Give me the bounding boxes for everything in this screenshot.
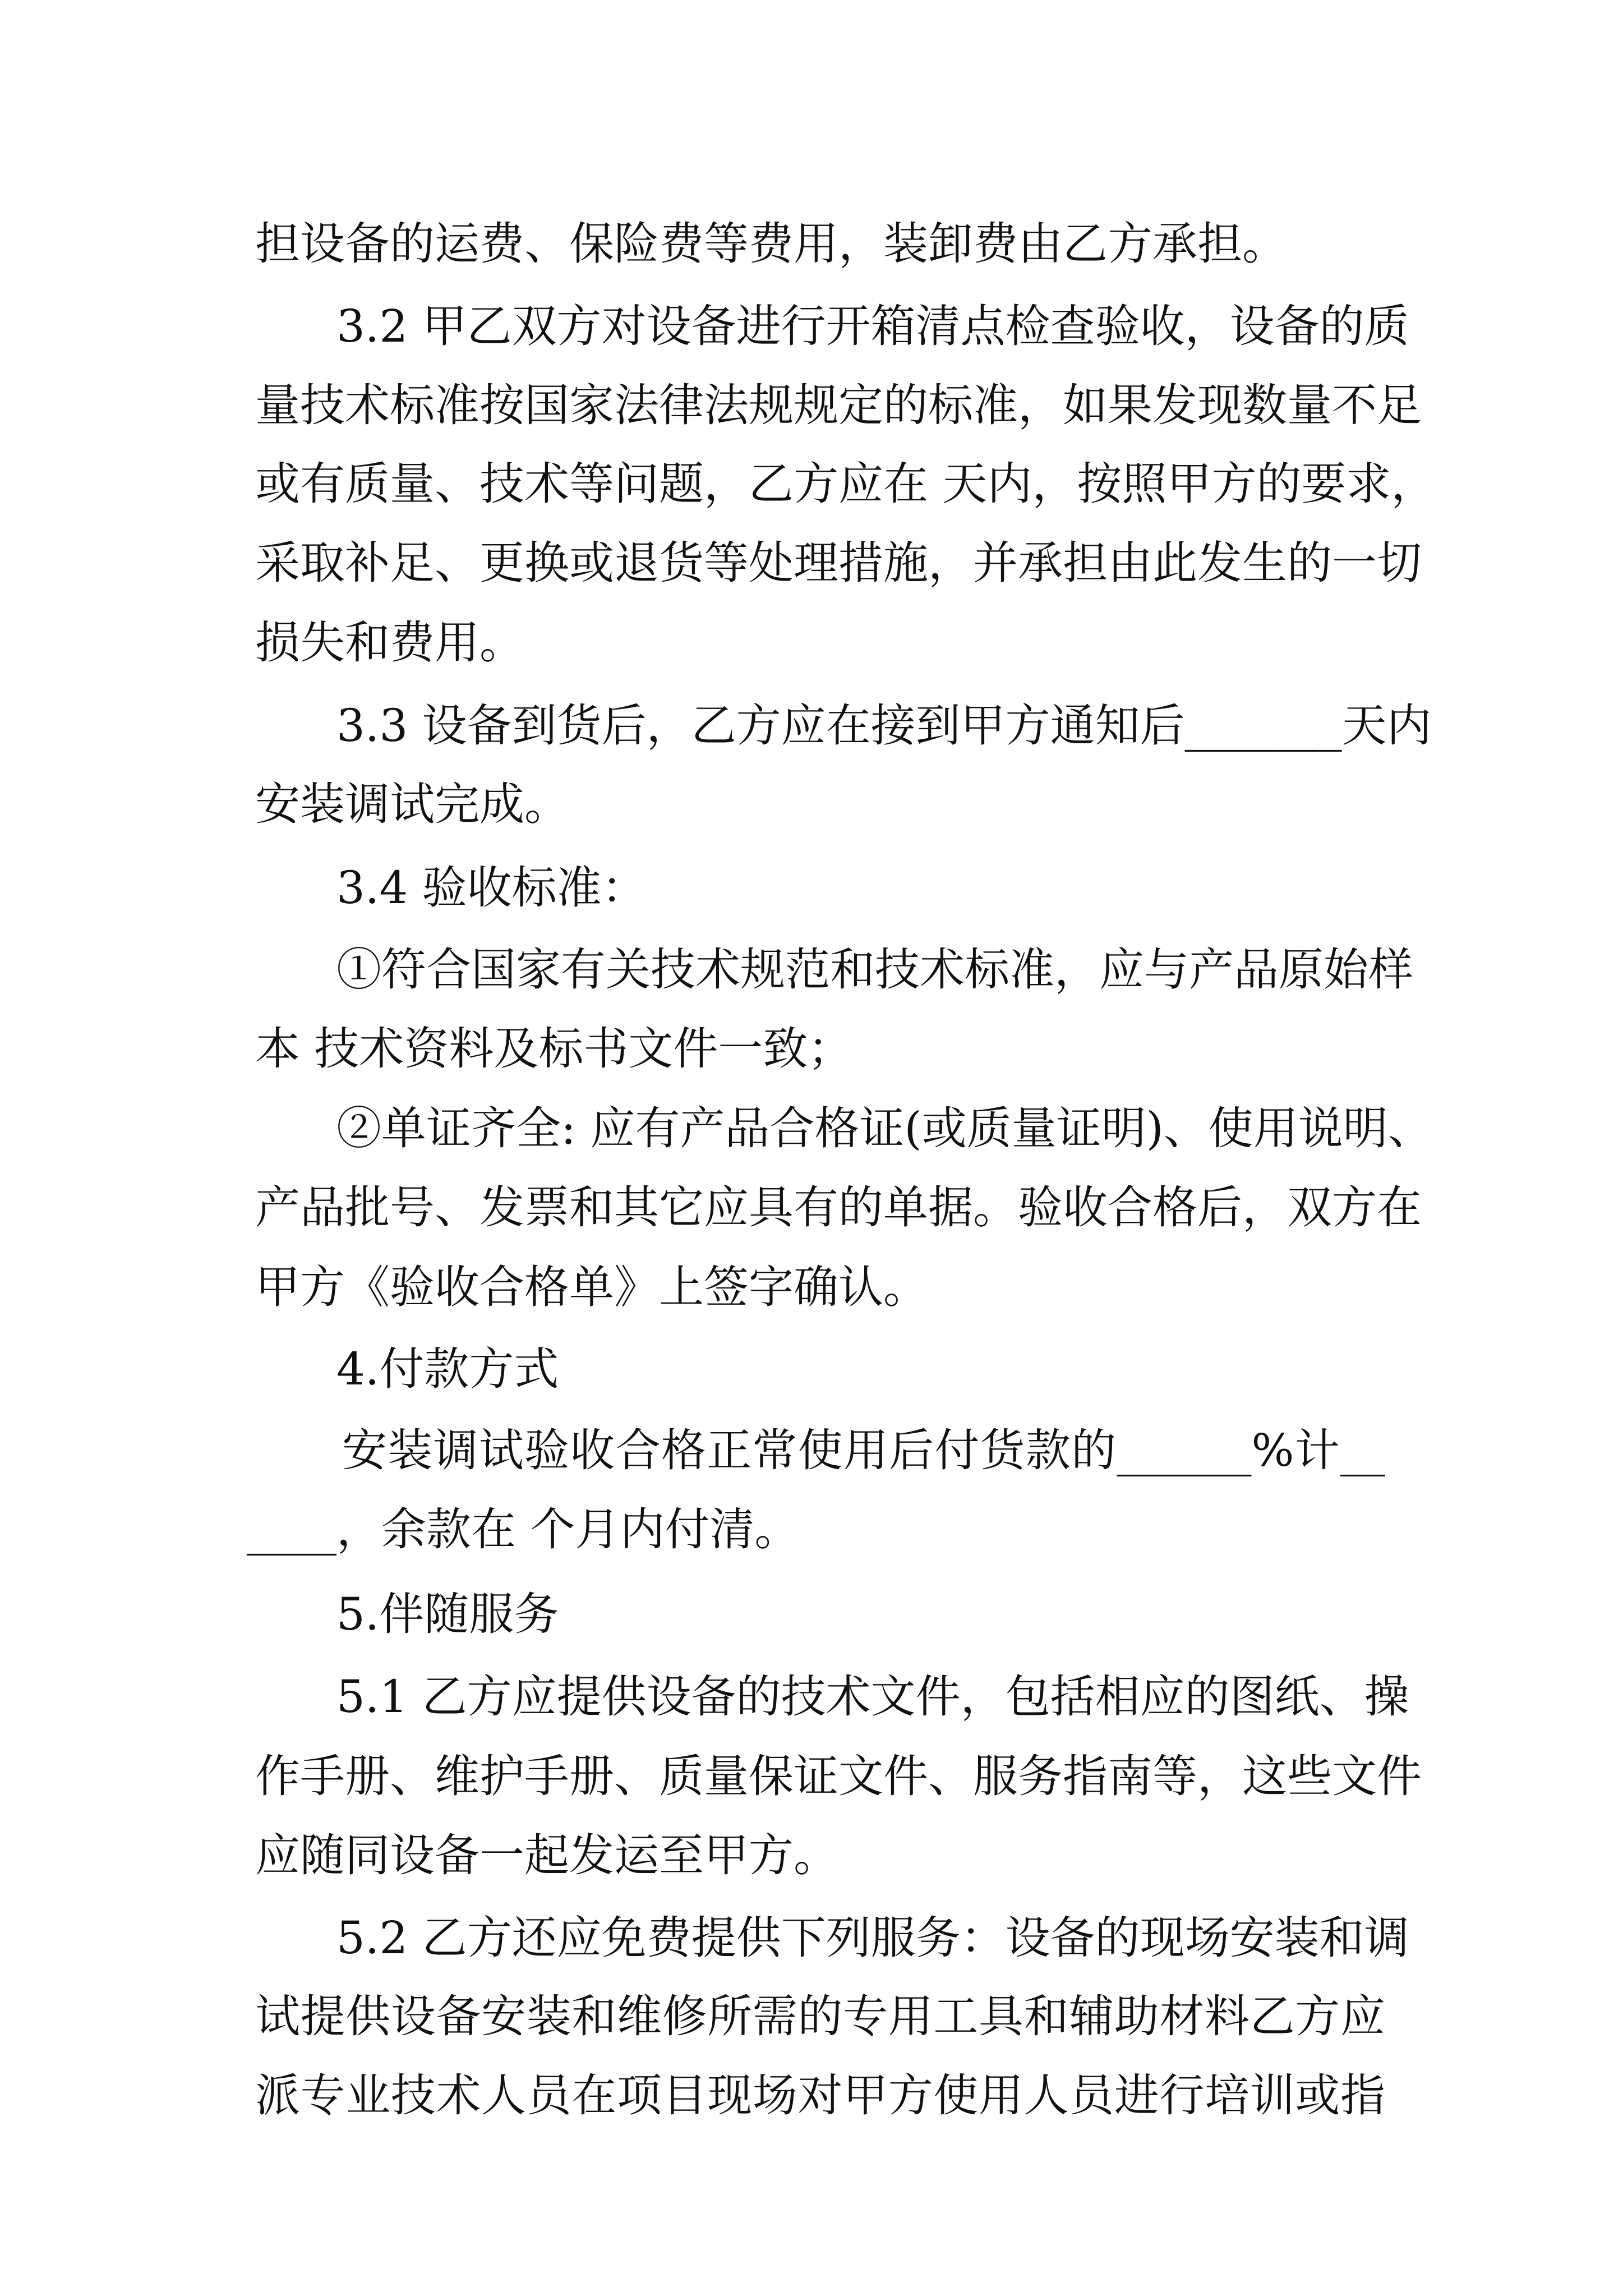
text-line: 派专业技术人员在项目现场对甲方使用人员进行培训或指 bbox=[255, 2069, 1385, 2122]
text-line: 担设备的运费、保险费等费用，装卸费由乙方承担。 bbox=[255, 218, 1287, 270]
text-line: 甲方《验收合格单》上签字确认。 bbox=[255, 1261, 928, 1313]
text-line: 或有质量、技术等问题，乙方应在 天内，按照甲方的要求， bbox=[255, 458, 1436, 510]
section-heading: 3.4 验收标准： bbox=[336, 862, 647, 914]
text-line: 安装调试完成。 bbox=[255, 778, 569, 830]
text-line: ____，余款在 个月内付清。 bbox=[247, 1503, 800, 1556]
text-line: 损失和费用。 bbox=[255, 616, 524, 669]
text-line: 5.1 乙方应提供设备的技术文件，包括相应的图纸、操 bbox=[336, 1671, 1409, 1723]
text-line: ①符合国家有关技术规范和技术标准，应与产品原始样 bbox=[336, 944, 1413, 996]
section-heading: 5.伴随服务 bbox=[336, 1588, 559, 1640]
text-line: 试提供设备安装和维修所需的专用工具和辅助材料乙方应 bbox=[255, 1990, 1385, 2042]
text-line: 量技术标准按国家法律法规规定的标准，如果发现数量不足 bbox=[255, 379, 1422, 431]
text-line: 安装调试验收合格正常使用后付货款的______%计__ bbox=[342, 1424, 1385, 1476]
text-line: 3.2 甲乙双方对设备进行开箱清点检查验收，设备的质 bbox=[336, 300, 1409, 352]
text-line: 应随同设备一起发运至甲方。 bbox=[255, 1829, 838, 1881]
text-line: ②单证齐全: 应有产品合格证(或质量证明)、使用说明、 bbox=[336, 1102, 1433, 1154]
text-line: 本 技术资料及标书文件一致； bbox=[255, 1023, 853, 1075]
section-heading: 4.付款方式 bbox=[336, 1343, 559, 1395]
text-line: 作手册、维护手册、质量保证文件、服务指南等，这些文件 bbox=[255, 1750, 1422, 1802]
text-line: 3.3 设备到货后，乙方应在接到甲方通知后_______天内 bbox=[336, 700, 1432, 752]
text-line: 产品批号、发票和其它应具有的单据。验收合格后，双方在 bbox=[255, 1181, 1422, 1234]
text-line: 采取补足、更换或退货等处理措施，并承担由此发生的一切 bbox=[255, 537, 1422, 589]
text-line: 5.2 乙方还应免费提供下列服务：设备的现场安装和调 bbox=[336, 1912, 1409, 1964]
